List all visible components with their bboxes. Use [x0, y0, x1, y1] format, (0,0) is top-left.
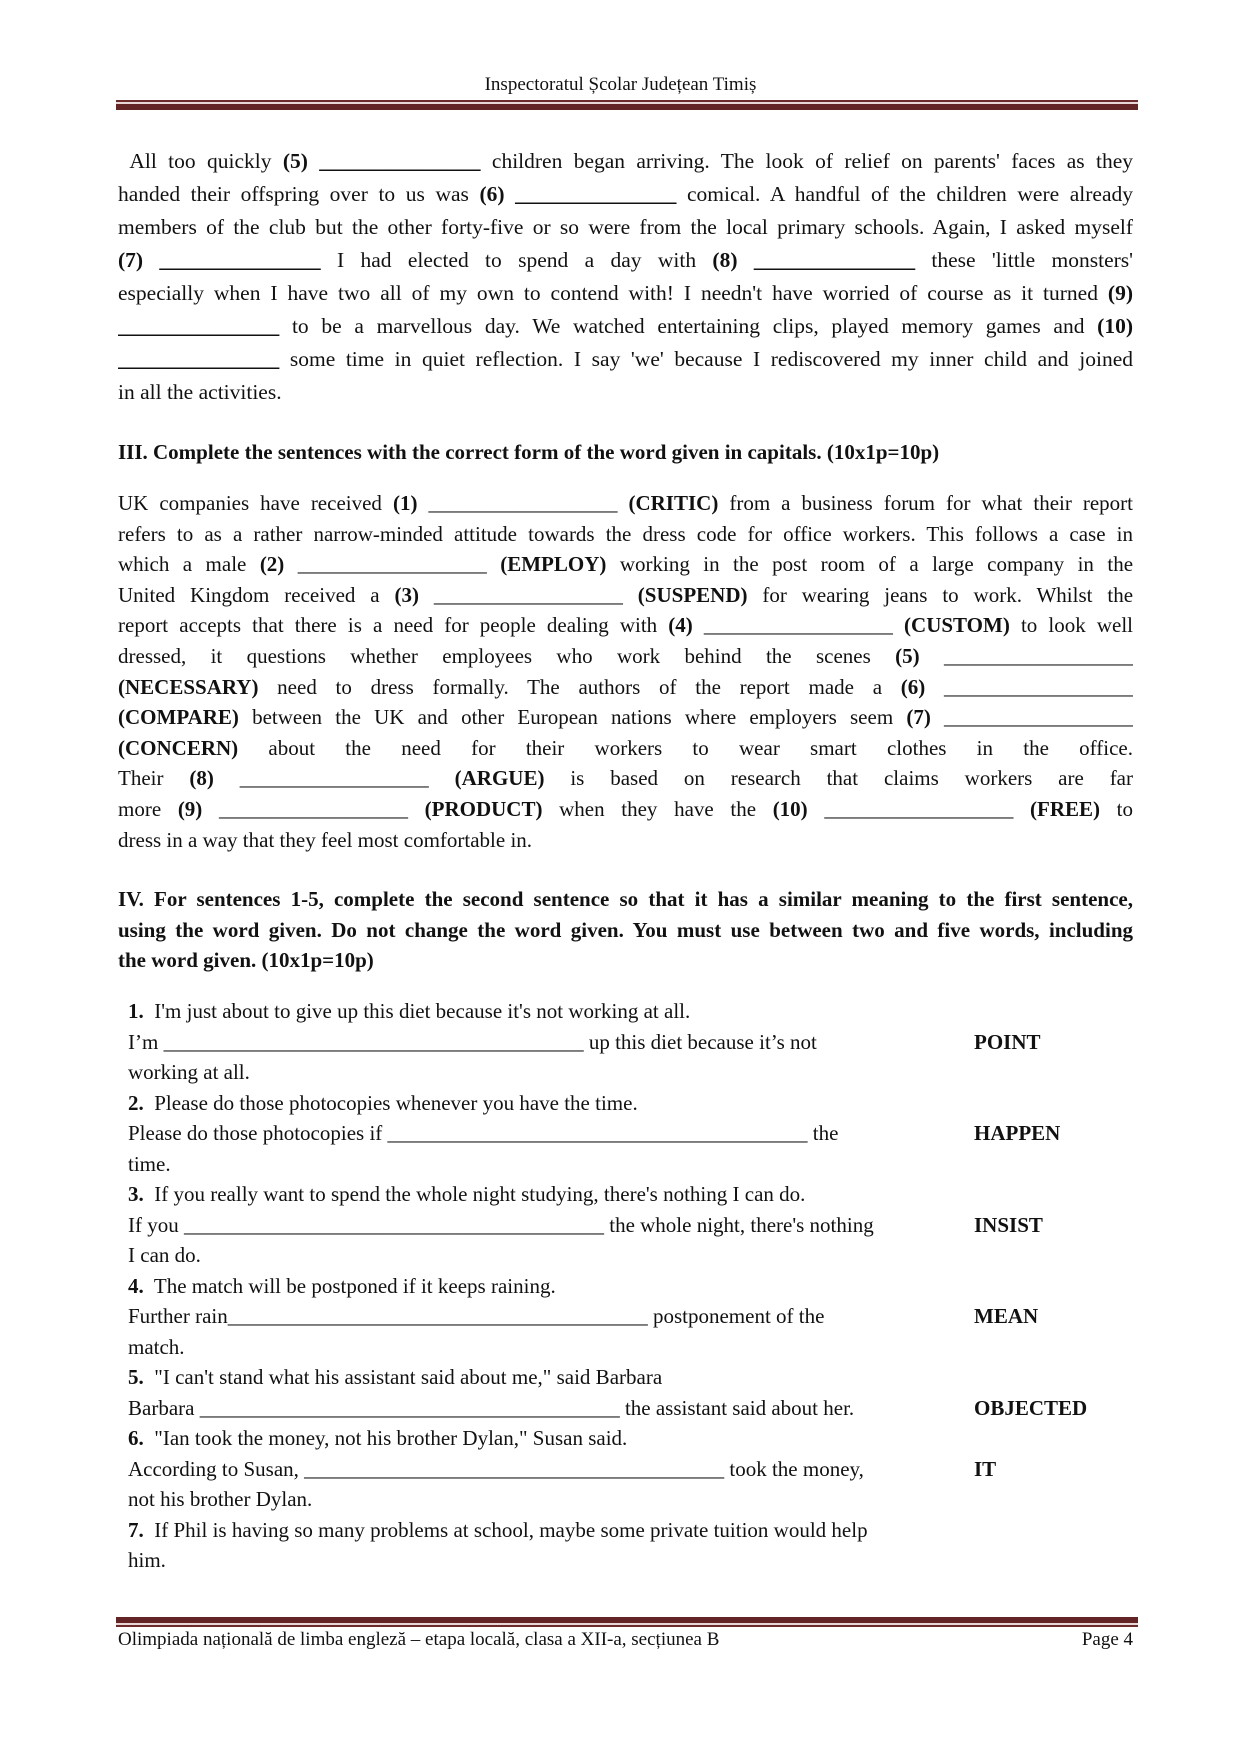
item-line [128, 1545, 1128, 1576]
keyword: OBJECTED [974, 1395, 1088, 1420]
bold-run: (SUSPEND) [637, 582, 748, 607]
keyword: POINT [974, 1029, 1041, 1054]
bold-run: 6. [128, 1426, 144, 1450]
text-run: children began arriving. The look of relief on parents' faces as they [480, 149, 1133, 173]
keyword: HAPPEN [974, 1121, 1061, 1145]
bold-run: _______________ [118, 347, 280, 371]
section2-passage [118, 145, 1133, 409]
bold-run: _______________ [753, 248, 916, 272]
bold-run: (ARGUE) [454, 766, 545, 791]
text-run: some time in quiet reflection. I say 'we' because I rediscovered my inner child and joined [279, 347, 1133, 371]
bold-run: 2. [128, 1090, 144, 1115]
text-run: I'm just about to give up this diet because it's not working at all. [143, 999, 691, 1023]
bold-run: (EMPLOY) [500, 552, 607, 577]
text-run: time. [128, 1151, 171, 1176]
passage-line [118, 343, 1133, 376]
bold-run: (6) [900, 674, 926, 699]
keyword: IT [974, 1456, 997, 1481]
bold-run: 3. [128, 1182, 144, 1206]
item-line [128, 1027, 1128, 1058]
item-line [128, 1515, 1128, 1546]
text-run: need to dress formally. The authors of the report made a [258, 674, 901, 699]
text-run: __________________ [919, 643, 1133, 668]
section4-items [128, 996, 1128, 1576]
text-run: "I can't stand what his assistant said about me," said Barbara [143, 1365, 663, 1389]
text-run: Their [118, 766, 190, 791]
bold-run: (PRODUCT) [424, 796, 543, 821]
text-run: __________________ [284, 552, 501, 577]
page-header-title: Inspectoratul Școlar Județean Timiș [484, 74, 757, 95]
bold-run: (CUSTOM) [904, 613, 1010, 638]
text-run: is based on research that claims workers are far [544, 766, 1133, 791]
text-run: between the UK and other European nations where employers seem [238, 705, 907, 730]
page-number: Page 4 [1081, 1629, 1133, 1650]
text-run: report accepts that there is a need for people dealing with [118, 613, 669, 638]
passage-line [118, 145, 1133, 178]
text-run: him. [128, 1548, 166, 1572]
text-run: these 'little monsters' [915, 248, 1133, 272]
passage-line [118, 376, 1133, 409]
bold-run: (10) [772, 796, 808, 821]
bold-run: (6) [479, 182, 505, 206]
text-run: in all the activities. [118, 380, 282, 404]
bold-run: (1) [392, 491, 418, 515]
text-run [143, 248, 159, 272]
text-run: refers to as a rather narrow-minded attitude towards the dress code for office workers. This follows a case in [118, 521, 1133, 546]
text-run: not his brother Dylan. [128, 1487, 313, 1511]
text-run: which a male [118, 552, 260, 577]
text-run: to look well [1009, 613, 1133, 638]
text-run: The match will be postponed if it keeps raining. [143, 1273, 556, 1298]
text-run: I had elected to spend a day with [320, 248, 713, 272]
passage-line [118, 277, 1133, 310]
text-run: __________________ [417, 491, 629, 515]
item-line [128, 1271, 1128, 1302]
bold-run: _______________ [319, 149, 481, 173]
bold-run: 4. [128, 1273, 144, 1298]
bold-run: (COMPARE) [118, 705, 239, 730]
text-run: If you really want to spend the whole night studying, there's nothing I can do. [143, 1182, 806, 1206]
text-run: If Phil is having so many problems at school, maybe some private tuition would help [143, 1517, 868, 1542]
text-run: working at all. [128, 1060, 250, 1084]
text-run: __________________ [930, 705, 1133, 730]
bold-run: (9) [177, 796, 203, 821]
item-line [128, 1088, 1128, 1119]
item-line [128, 1057, 1128, 1088]
item-line [128, 1149, 1128, 1180]
bold-run: (5) [282, 149, 308, 173]
section3-passage [118, 488, 1133, 855]
text-run: "Ian took the money, not his brother Dylan," Susan said. [143, 1426, 628, 1450]
bold-run: (CONCERN) [118, 735, 239, 760]
text-run: for wearing jeans to work. Whilst the [747, 582, 1133, 607]
text-run: more [118, 796, 178, 821]
bold-run: (8) [189, 766, 214, 791]
keyword: MEAN [974, 1304, 1039, 1328]
passage-line [118, 733, 1133, 764]
bold-run: (NECESSARY) [118, 674, 259, 699]
item-line [128, 1484, 1128, 1515]
passage-line [118, 641, 1133, 672]
text-run: All too quickly [118, 149, 283, 173]
item-line [128, 1301, 1128, 1332]
passage-line [118, 178, 1133, 211]
section4-heading-line: IV. For sentences 1-5, complete the second sentence so that it has a similar meaning to the first sentence, [118, 887, 1133, 911]
passage-line [118, 519, 1133, 550]
text-run: match. [128, 1334, 185, 1359]
bold-run: (5) [895, 643, 920, 668]
bold-run: (2) [259, 552, 285, 577]
item-line [128, 1179, 1128, 1210]
bold-run: (3) [394, 582, 419, 607]
text-run: Further rain________________________________________ postponement of the [128, 1304, 825, 1328]
keyword: INSIST [974, 1212, 1043, 1237]
bold-run: 1. [128, 999, 144, 1023]
bold-run: (10) [1097, 314, 1133, 338]
item-line [128, 1210, 1128, 1241]
bold-run: (7) [118, 248, 144, 272]
item-line [128, 1240, 1128, 1271]
text-run: __________________ [419, 582, 638, 607]
text-run: __________________ [807, 796, 1030, 821]
text-run: I’m ________________________________________ up this diet because it’s not [128, 1029, 817, 1054]
section4-heading [118, 884, 1133, 976]
text-run: According to Susan, ________________________________________ took the money, [128, 1456, 864, 1481]
text-run: __________________ [925, 674, 1133, 699]
item-line [128, 1332, 1128, 1363]
passage-line [118, 310, 1133, 343]
text-run: Barbara ________________________________________ the assistant said about her. [128, 1395, 855, 1420]
text-run: especially when I have two all of my own to contend with! I needn't have worried of course as it turned [118, 281, 1108, 305]
bold-run: (FREE) [1030, 796, 1100, 821]
text-run: __________________ [202, 796, 425, 821]
passage-line [118, 549, 1133, 580]
text-run: If you ________________________________________ the whole night, there's nothing [128, 1212, 874, 1237]
bold-run: (9) [1107, 281, 1133, 305]
bold-run: (4) [668, 613, 693, 638]
passage-line [118, 488, 1133, 519]
text-run: UK companies have received [118, 491, 393, 515]
item-line [128, 1454, 1128, 1485]
footer-rule [116, 1617, 1138, 1627]
text-run: Please do those photocopies if ________________________________________ the [128, 1121, 839, 1145]
text-run: dress in a way that they feel most comfortable in. [118, 827, 533, 852]
text-run: United Kingdom received a [118, 582, 395, 607]
bold-run: 7. [128, 1517, 144, 1542]
bold-run: _______________ [118, 314, 280, 338]
text-run: Please do those photocopies whenever you have the time. [143, 1090, 638, 1115]
bold-run: (7) [906, 705, 931, 730]
item-line [128, 1393, 1128, 1424]
text-run: __________________ [692, 613, 905, 638]
header-rule [116, 100, 1138, 110]
bold-run: (8) [712, 248, 738, 272]
text-run: from a business forum for what their report [718, 491, 1133, 515]
text-run [308, 149, 319, 173]
item-line [128, 1362, 1128, 1393]
text-run: I can do. [128, 1243, 201, 1267]
passage-line [118, 763, 1133, 794]
text-run: members of the club but the other forty-five or so were from the local primary schools. Again, I asked myself [118, 215, 1133, 239]
text-run: handed their offspring over to us was [118, 182, 480, 206]
passage-line [118, 244, 1133, 277]
text-run [505, 182, 516, 206]
passage-line [118, 794, 1133, 825]
passage-line [118, 580, 1133, 611]
text-run: about the need for their workers to wear smart clothes in the office. [238, 735, 1133, 760]
text-run: dressed, it questions whether employees who work behind the scenes [118, 643, 896, 668]
passage-line [118, 672, 1133, 703]
bold-run: _______________ [515, 182, 677, 206]
passage-line [118, 702, 1133, 733]
passage-line [118, 610, 1133, 641]
passage-line [118, 211, 1133, 244]
bold-run: (CRITIC) [628, 491, 719, 515]
text-run: to be a marvellous day. We watched entertaining clips, played memory games and [279, 314, 1098, 338]
text-run: __________________ [213, 766, 455, 791]
item-line [128, 996, 1128, 1027]
item-line [128, 1423, 1128, 1454]
footer-text: Olimpiada națională de limba engleză – etapa locală, clasa a XII-a, secțiunea B [118, 1629, 720, 1650]
text-run: to [1100, 796, 1133, 821]
passage-line [118, 825, 1133, 856]
bold-run: 5. [128, 1365, 144, 1389]
text-run: working in the post room of a large company in the [606, 552, 1133, 577]
section3-heading: III. Complete the sentences with the correct form of the word given in capitals. (10x1p=10p) [118, 440, 940, 464]
text-run: comical. A handful of the children were already [676, 182, 1133, 206]
text-run: when they have the [542, 796, 773, 821]
bold-run: _______________ [159, 248, 321, 272]
section4-heading-line: using the word given. Do not change the word given. You must use between two and five words, including [118, 917, 1133, 942]
text-run [737, 248, 753, 272]
section4-heading-line: the word given. (10x1p=10p) [118, 948, 374, 972]
item-line [128, 1118, 1128, 1149]
